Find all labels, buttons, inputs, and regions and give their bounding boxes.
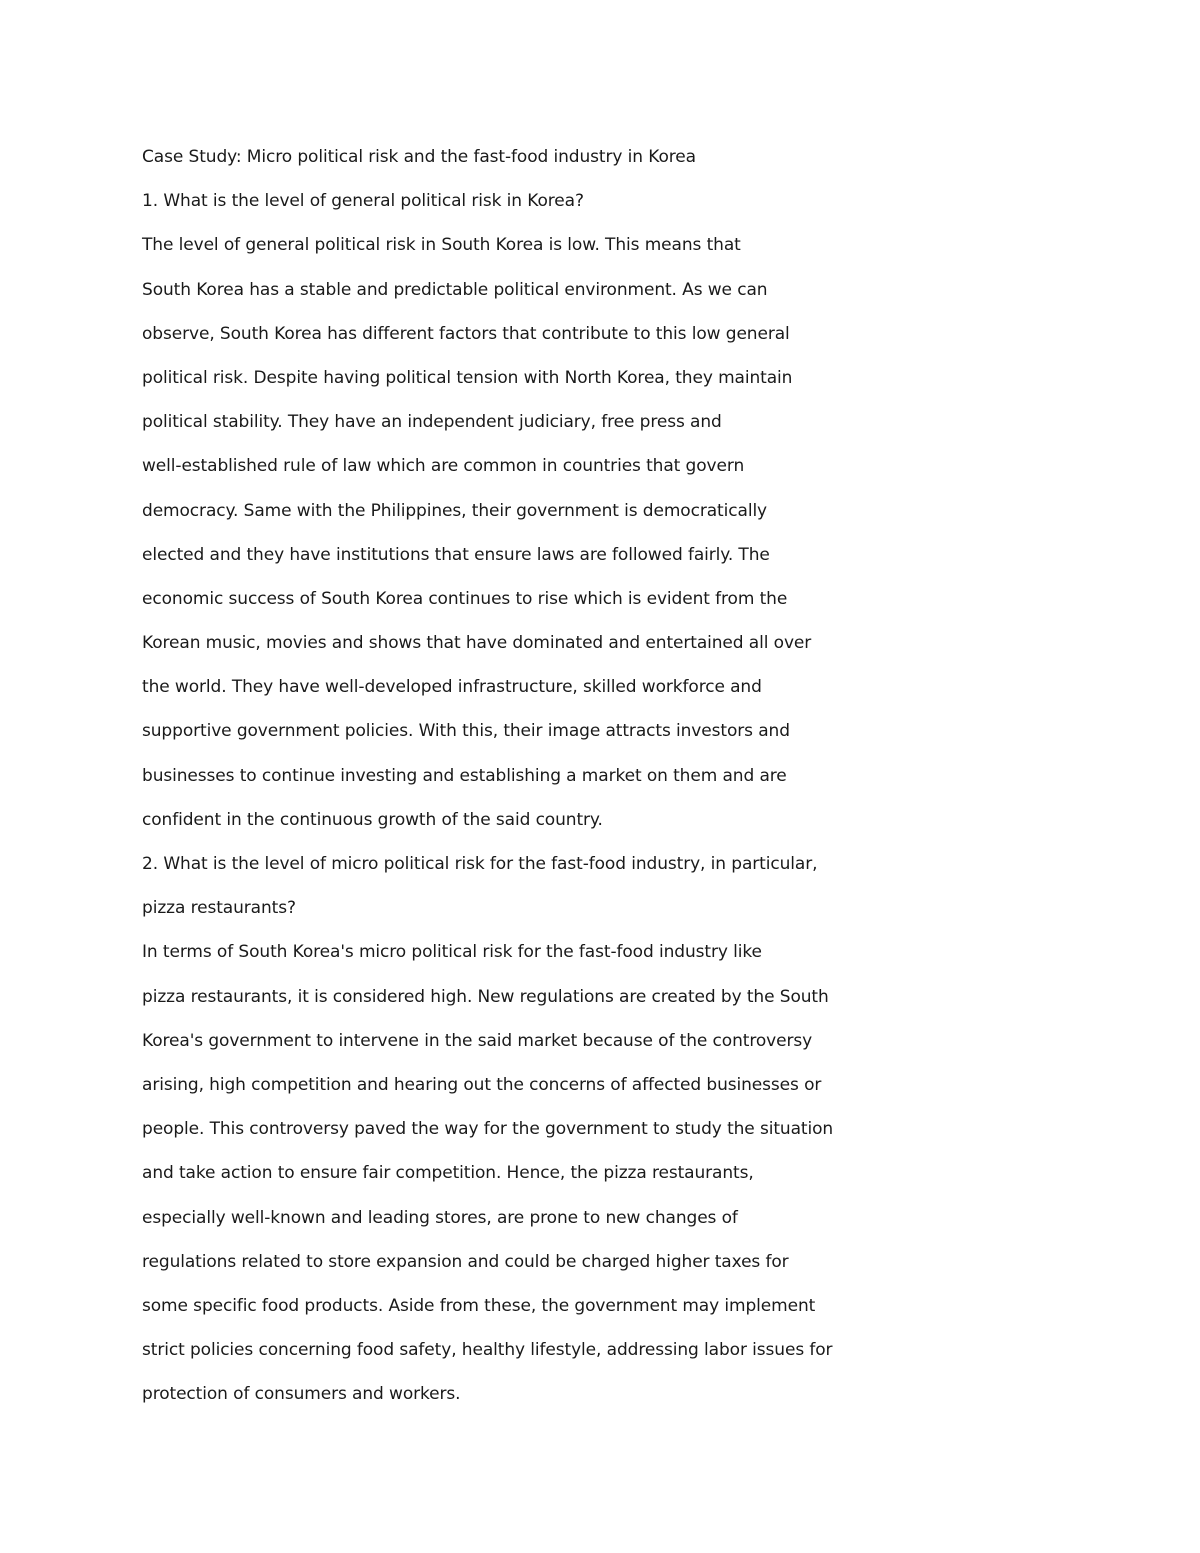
answer-1-line: economic success of South Korea continues to rise which is evident from the bbox=[142, 588, 788, 609]
answer-2-line: protection of consumers and workers. bbox=[142, 1384, 461, 1405]
document-body bbox=[142, 142, 902, 1423]
answer-1-line: observe, South Korea has different factors that contribute to this low general bbox=[142, 323, 790, 344]
answer-2-line: arising, high competition and hearing out the concerns of affected businesses or bbox=[142, 1074, 822, 1095]
answer-2-line: and take action to ensure fair competition. Hence, the pizza restaurants, bbox=[142, 1163, 754, 1184]
question-2 bbox=[142, 849, 902, 937]
answer-1-line: Korean music, movies and shows that have dominated and entertained all over bbox=[142, 633, 812, 654]
question-2-line: pizza restaurants? bbox=[142, 898, 296, 919]
answer-2-line: In terms of South Korea's micro political risk for the fast-food industry like bbox=[142, 942, 762, 963]
answer-2-line: regulations related to store expansion and could be charged higher taxes for bbox=[142, 1251, 789, 1272]
answer-2-line: Korea's government to intervene in the said market because of the controversy bbox=[142, 1030, 813, 1051]
answer-2-line: people. This controversy paved the way for the government to study the situation bbox=[142, 1119, 834, 1140]
answer-1-line: confident in the continuous growth of the said country. bbox=[142, 809, 603, 830]
answer-1-line: The level of general political risk in South Korea is low. This means that bbox=[142, 235, 741, 256]
document-title: Case Study: Micro political risk and the fast-food industry in Korea bbox=[142, 147, 696, 167]
answer-2-line: some specific food products. Aside from these, the government may implement bbox=[142, 1295, 816, 1316]
answer-1-line: South Korea has a stable and predictable political environment. As we can bbox=[142, 279, 768, 300]
answer-1-line: well-established rule of law which are common in countries that govern bbox=[142, 456, 745, 477]
answer-1-line: the world. They have well-developed infrastructure, skilled workforce and bbox=[142, 677, 762, 698]
answer-2-line: pizza restaurants, it is considered high. New regulations are created by the South bbox=[142, 986, 829, 1007]
answer-1-line: supportive government policies. With this, their image attracts investors and bbox=[142, 721, 790, 742]
answer-1-line: businesses to continue investing and establishing a market on them and are bbox=[142, 765, 787, 786]
answer-1 bbox=[142, 230, 902, 849]
question-1: 1. What is the level of general political risk in Korea? bbox=[142, 191, 584, 212]
answer-1-line: political risk. Despite having political tension with North Korea, they maintain bbox=[142, 367, 793, 388]
answer-1-line: elected and they have institutions that ensure laws are followed fairly. The bbox=[142, 544, 770, 565]
answer-2-line: strict policies concerning food safety, healthy lifestyle, addressing labor issues for bbox=[142, 1340, 833, 1361]
answer-1-line: political stability. They have an independent judiciary, free press and bbox=[142, 412, 722, 433]
question-2-line: 2. What is the level of micro political risk for the fast-food industry, in particular, bbox=[142, 854, 818, 874]
answer-2 bbox=[142, 937, 902, 1423]
answer-2-line: especially well-known and leading stores, are prone to new changes of bbox=[142, 1207, 738, 1228]
answer-1-line: democracy. Same with the Philippines, their government is democratically bbox=[142, 500, 768, 521]
